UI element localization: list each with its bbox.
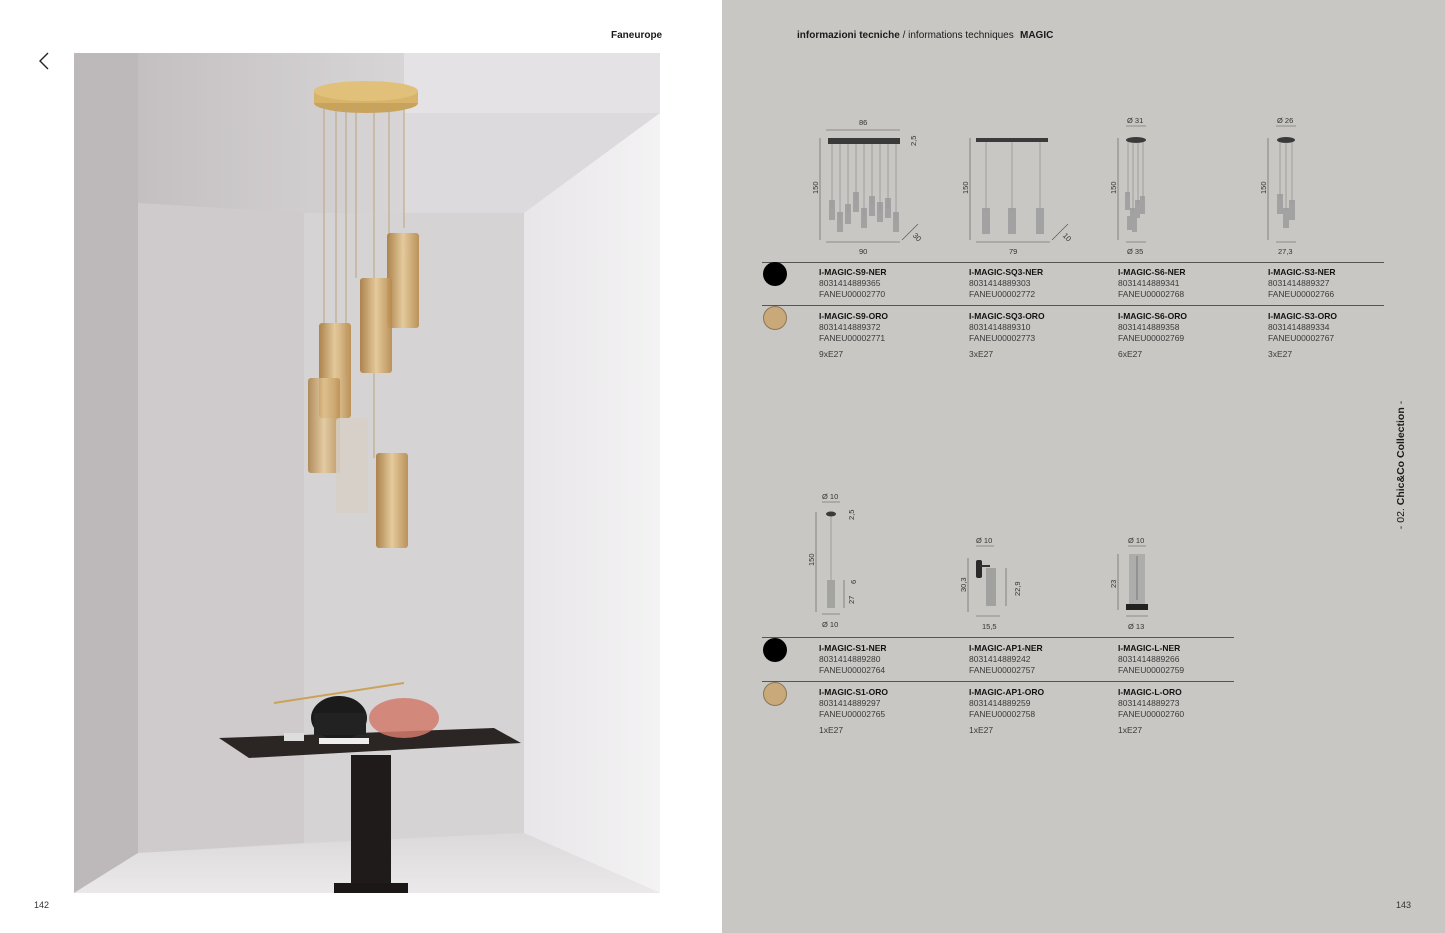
diagram-s1: [800, 488, 880, 633]
collection-number: 02.: [1395, 508, 1407, 523]
product-cell-s1-ner: I-MAGIC-S1-NER 8031414889280 FANEU00002764: [819, 643, 887, 675]
side-collection-title: - 02. Chic&Co Collection -: [1395, 400, 1407, 530]
color-swatch-black: [763, 262, 787, 286]
dim-s9-wbottom: 90: [859, 247, 868, 256]
product-name: MAGIC: [1020, 30, 1054, 41]
product-cell-s3-oro: I-MAGIC-S3-ORO 8031414889334 FANEU00002767: [1268, 311, 1337, 343]
product-cell-l-ner: I-MAGIC-L-NER 8031414889266 FANEU00002759: [1118, 643, 1185, 675]
diagram-l: [1100, 532, 1180, 636]
product-cell-s9-oro: I-MAGIC-S9-ORO 8031414889372 FANEU00002771: [819, 311, 888, 343]
product-cell-s3-ner: I-MAGIC-S3-NER 8031414889327 FANEU00002766: [1268, 267, 1336, 299]
dim-s1-hinner: 6: [849, 579, 858, 584]
dim-sq3-depth: 10: [1060, 231, 1074, 244]
page-number-right: 143: [1396, 900, 1412, 910]
dim-ap1-h: 30,3: [959, 577, 968, 592]
product-cell-sq3-ner: I-MAGIC-SQ3-NER 8031414889303 FANEU00002772: [969, 267, 1044, 299]
dim-ap1-wbottom: 15,5: [982, 622, 997, 631]
left-page: [0, 0, 722, 933]
diagram-ap1: [950, 532, 1040, 636]
dim-s3-dtop: Ø 26: [1277, 116, 1294, 125]
product-cell-ap1-oro: I-MAGIC-AP1-ORO 8031414889259 FANEU00002758: [969, 687, 1045, 719]
product-cell-s1-oro: I-MAGIC-S1-ORO 8031414889297 FANEU00002765: [819, 687, 888, 719]
bulb-spec: 9xE27: [819, 349, 844, 359]
bulb-spec: 3xE27: [969, 349, 994, 359]
section-header: [797, 30, 1014, 41]
dim-ap1-dtop: Ø 10: [976, 536, 993, 545]
product-cell-ap1-ner: I-MAGIC-AP1-NER 8031414889242 FANEU00002757: [969, 643, 1043, 675]
product-cell-s6-oro: I-MAGIC-S6-ORO 8031414889358 FANEU00002769: [1118, 311, 1187, 343]
brand-name: Faneurope: [611, 30, 663, 41]
divider: [762, 637, 1234, 638]
dim-s6-h: 150: [1109, 181, 1118, 194]
dim-s1-hglass: 27: [847, 595, 856, 604]
dim-s3-h: 150: [1259, 181, 1268, 194]
dim-s9-toph: 2,5: [909, 135, 918, 146]
dim-ap1-hglass: 22,9: [1013, 581, 1022, 596]
dim-l-dbottom: Ø 13: [1128, 622, 1145, 631]
dim-s1-h: 150: [807, 553, 816, 566]
bulb-spec: 1xE27: [969, 725, 994, 735]
divider: [762, 262, 1384, 263]
bulb-spec: 1xE27: [1118, 725, 1143, 735]
color-swatch-gold: [763, 682, 787, 706]
product-cell-s6-ner: I-MAGIC-S6-NER 8031414889341 FANEU00002768: [1118, 267, 1186, 299]
collection-name: Chic&Co Collection: [1395, 407, 1407, 506]
product-photo: [74, 53, 660, 893]
dim-s6-dtop: Ø 31: [1127, 116, 1144, 125]
dim-s9-depth: 30: [910, 231, 924, 244]
diagram-sq3: [950, 112, 1080, 260]
bulb-spec: 3xE27: [1268, 349, 1293, 359]
product-cell-l-oro: I-MAGIC-L-ORO 8031414889273 FANEU00002760: [1118, 687, 1185, 719]
dim-s9-h: 150: [811, 181, 820, 194]
dim-s1-dtop: Ø 10: [822, 492, 839, 501]
divider: [762, 681, 1234, 682]
diagram-s6: [1100, 112, 1230, 260]
chevron-left-icon[interactable]: [34, 50, 56, 72]
color-swatch-black: [763, 638, 787, 662]
dim-sq3-wbottom: 79: [1009, 247, 1018, 256]
diagram-s9: [800, 112, 930, 260]
dim-l-h: 23: [1109, 579, 1118, 588]
product-cell-sq3-oro: I-MAGIC-SQ3-ORO 8031414889310 FANEU00002773: [969, 311, 1045, 343]
dim-s1-dbottom: Ø 10: [822, 620, 839, 629]
product-cell-s9-ner: I-MAGIC-S9-NER 8031414889365 FANEU00002770: [819, 267, 887, 299]
divider: [762, 305, 1384, 306]
color-swatch-gold: [763, 306, 787, 330]
diagram-s3: [1250, 112, 1380, 260]
dim-s9-wtop: 86: [859, 118, 868, 127]
dim-s3-wbottom: 27,3: [1278, 247, 1293, 256]
dim-s6-dbottom: Ø 35: [1127, 247, 1144, 256]
bulb-spec: 6xE27: [1118, 349, 1143, 359]
header-bold: informazioni tecniche: [797, 30, 900, 41]
page-number-left: 142: [34, 900, 50, 910]
dim-l-dtop: Ø 10: [1128, 536, 1145, 545]
dim-s1-toph: 2,5: [847, 509, 856, 520]
bulb-spec: 1xE27: [819, 725, 844, 735]
dim-sq3-h: 150: [961, 181, 970, 194]
header-rest: / informations techniques: [899, 30, 1014, 41]
